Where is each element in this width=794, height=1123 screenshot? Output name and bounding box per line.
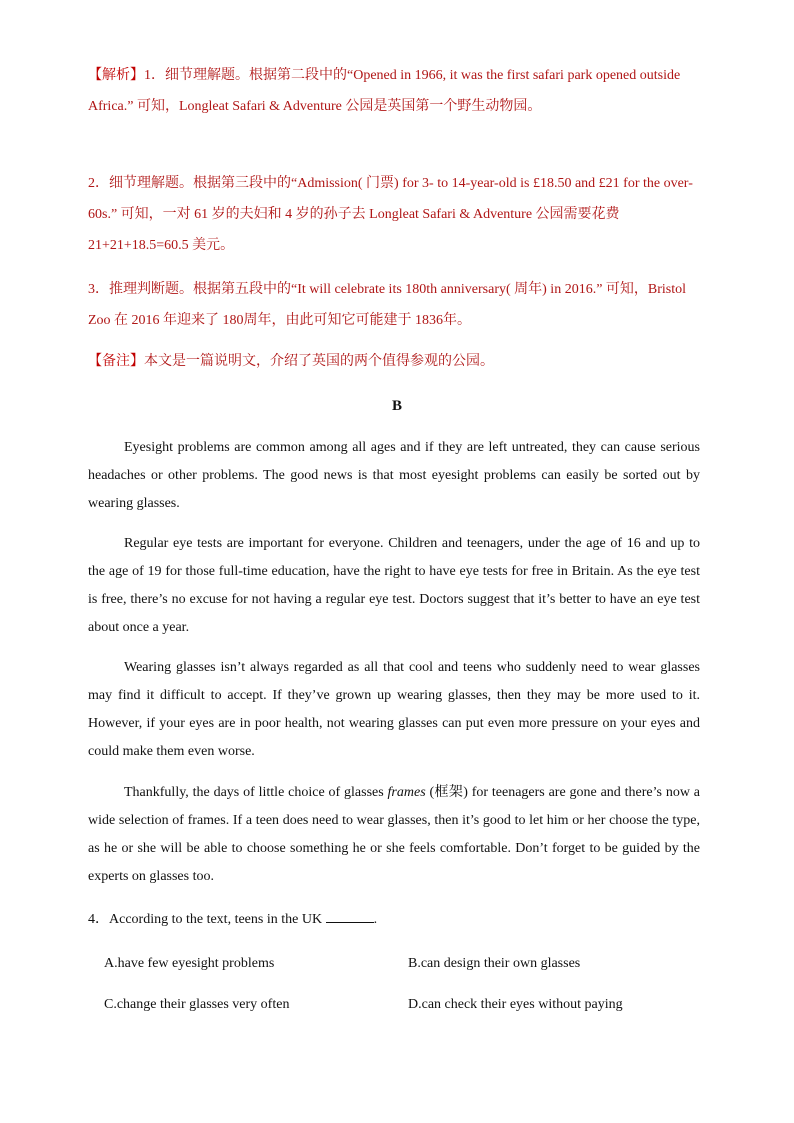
section-title: B <box>391 398 402 414</box>
note-text: 本文是一篇说明文，介绍了英国的两个值得参观的公园。 <box>144 354 494 369</box>
passage-paragraph-1: Eyesight problems are common among all ages and if they are left untreated, they can cause serious headaches or other problems. The good news is that most eyesight problems can easily be sorted out by wearing glasses. <box>88 440 700 511</box>
analysis-text-2: 2．细节理解题。根据第三段中的“Admission( 门票) for 3- to 14-year-old is £18.50 and £21 for the over-60s.” 可知，一对 61 岁的夫妇和 4 岁的孙子去 Longleat Safari & Adventure 公园需要花费 21+21+18.5=60.5 美元。 <box>88 176 693 253</box>
analysis-item-3 <box>88 274 700 336</box>
frames-word: frames <box>387 785 426 800</box>
analysis-note <box>88 346 700 377</box>
passage-paragraph-4 <box>88 779 700 891</box>
passage-paragraph-2: Regular eye tests are important for everyone. Children and teenagers, under the age of 16 and up to the age of 19 for those full-time education, have the right to have eye tests for free in Britain. As the eye test is free, there’s no excuse for not having a regular eye test. Doctors suggest that it’s better to have an eye test about once a year. <box>88 536 700 635</box>
paragraph-4-rest: (框架) for teenagers are gone and there’s now a wide selection of frames. If a teen does need to wear glasses, then it’s good to let him or her choose the type, as he or she will be able to choose something he or she feels comfortable. Don’t forget to be guided by the experts on glasses too. <box>88 785 700 884</box>
option-d[interactable]: D.can check their eyes without paying <box>408 997 623 1012</box>
question-4-stem <box>88 907 700 933</box>
paragraph-4-start: Thankfully, the days of little choice of glasses <box>124 785 388 800</box>
analysis-item-2 <box>88 168 700 261</box>
answer-blank <box>326 908 374 923</box>
question-text: 4．According to the text, teens in the UK <box>88 912 326 927</box>
option-a[interactable]: A.have few eyesight problems <box>104 956 275 971</box>
analysis-text-3: 3．推理判断题。根据第五段中的“It will celebrate its 180th anniversary( 周年) in 2016.” 可知，Bristol Zoo 在 2016 年迎来了 180周年，由此可知它可能建于 1836年。 <box>88 282 687 328</box>
question-end: . <box>373 912 378 927</box>
analysis-text-1: 1．细节理解题。根据第二段中的“Opened in 1966, it was the first safari park opened outside Africa.” 可知，Longleat Safari & Adventure 公园是英国第一个野生动物园。 <box>88 68 681 114</box>
analysis-item-1 <box>88 60 700 122</box>
option-c[interactable]: C.change their glasses very often <box>104 997 290 1012</box>
analysis-tag: 【解析】 <box>88 68 144 83</box>
passage-paragraph-3: Wearing glasses isn’t always regarded as all that cool and teens who suddenly need to wear glasses may find it difficult to accept. If they’ve grown up wearing glasses, then they may be more used to it. However, if your eyes are in poor health, not wearing glasses can put even more pressure on your eyes and could make them even worse. <box>88 660 700 759</box>
option-b[interactable]: B.can design their own glasses <box>408 956 581 971</box>
note-tag: 【备注】 <box>88 354 144 369</box>
